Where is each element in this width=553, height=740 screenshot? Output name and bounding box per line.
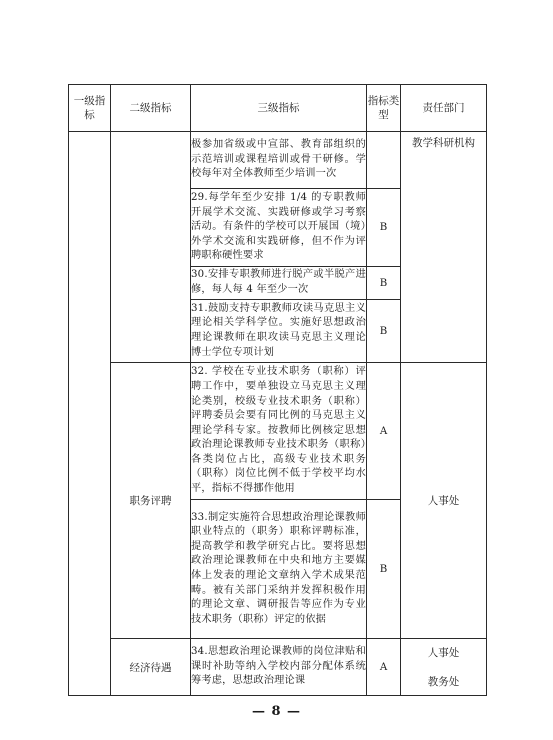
header-level1: 一级指标 bbox=[69, 85, 111, 132]
indicator-type: B bbox=[367, 189, 401, 267]
level2-cell: 职务评聘 bbox=[111, 363, 191, 639]
indicator-text: 极参加省级或中宣部、教育部组织的示范培训或课程培训或骨干研修。学校每年对全体教师至少培训一次 bbox=[191, 132, 367, 189]
indicator-text: 33.制定实施符合思想政治理论课教师职业特点的（职务）职称评聘标准，提高教学和教学研究占比。要将思想政治理论课教师在中央和地方主要媒体上发表的理论文章纳入学术成果范畴。被有关部门采纳并发挥积极作用的理论文章、调研报告等应作为专业技术职务（职称）评定的依据 bbox=[191, 500, 367, 639]
dept-cell: 人事处 bbox=[401, 363, 487, 639]
dept-line-2: 教务处 bbox=[427, 676, 460, 688]
indicator-type: B bbox=[367, 267, 401, 300]
indicator-text: 34.思想政治理论课教师的岗位津贴和课时补助等纳入学校内部分配体系统筹考虑，思想政治理论课 bbox=[191, 639, 367, 696]
table-row bbox=[69, 639, 487, 696]
level2-cell: 经济待遇 bbox=[111, 639, 191, 696]
header-level3: 三级指标 bbox=[191, 85, 367, 132]
indicator-text: 32. 学校在专业技术职务（职称）评聘工作中，要单独设立马克思主义理论类别，校级专业技术职务（职称）评聘委员会要有同比例的马克思主义理论学科专家。按教师比例核定思想政治理论课教师专业技术职务（职称）各类岗位占比，高级专业技术职务（职称）岗位比例不低于学校平均水平，指标不得挪作他用 bbox=[191, 363, 367, 500]
table-row bbox=[69, 132, 487, 189]
level1-cell bbox=[69, 132, 111, 696]
dept-line-1: 人事处 bbox=[427, 647, 460, 659]
indicator-type: A bbox=[367, 363, 401, 500]
indicator-text: 30.安排专职教师进行脱产或半脱产进修，每人每 4 年至少一次 bbox=[191, 267, 367, 300]
indicator-type: B bbox=[367, 300, 401, 363]
indicator-type: B bbox=[367, 500, 401, 639]
header-type: 指标类型 bbox=[367, 85, 401, 132]
page-number: — 8 — bbox=[251, 704, 302, 719]
header-dept: 责任部门 bbox=[401, 85, 487, 132]
dept-cell bbox=[401, 639, 487, 696]
table-row bbox=[69, 363, 487, 500]
indicator-table bbox=[68, 84, 487, 696]
indicator-type bbox=[367, 132, 401, 189]
header-level2: 二级指标 bbox=[111, 85, 191, 132]
level2-cell bbox=[111, 132, 191, 363]
indicator-type: A bbox=[367, 639, 401, 696]
table-header-row bbox=[69, 85, 487, 132]
indicator-text: 29.每学年至少安排 1/4 的专职教师开展学术交流、实践研修或学习考察活动。有条件的学校可以开展国（境）外学术交流和实践研修，但不作为评聘职称硬性要求 bbox=[191, 189, 367, 267]
dept-cell: 教学科研机构 bbox=[401, 132, 487, 363]
indicator-text: 31.鼓励支持专职教师攻读马克思主义理论相关学科学位。实施好思想政治理论课教师在职攻读马克思主义理论博士学位专项计划 bbox=[191, 300, 367, 363]
